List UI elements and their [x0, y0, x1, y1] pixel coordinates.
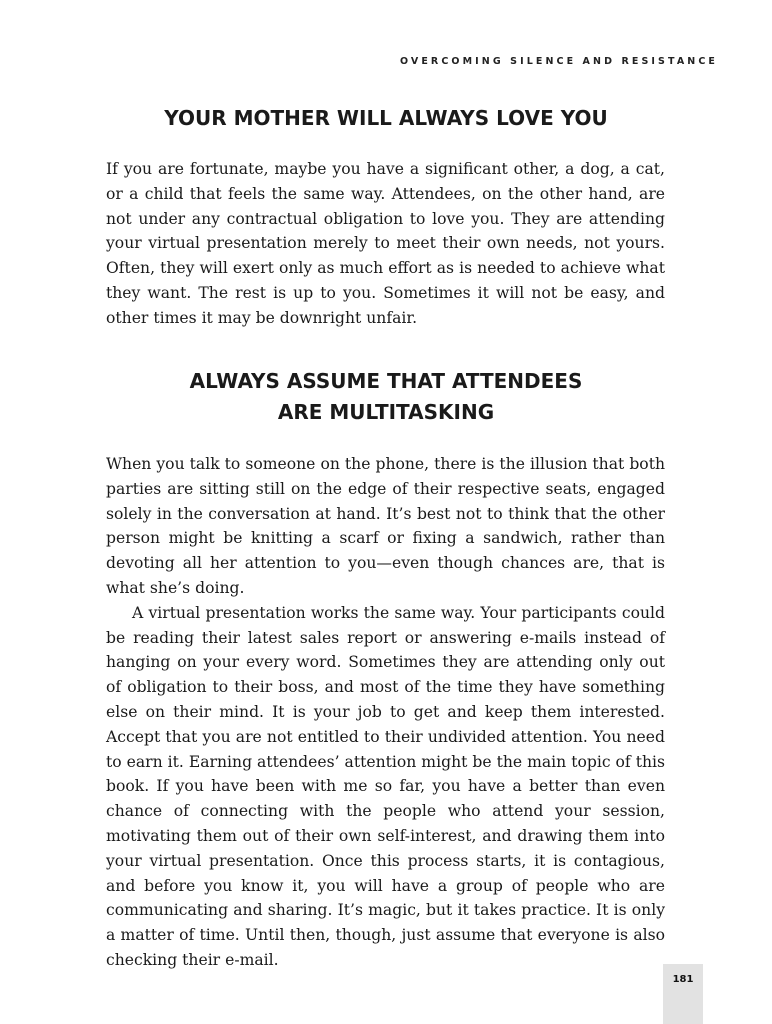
section-heading-line-2: ARE MULTITASKING [277, 400, 495, 424]
paragraph: If you are fortunate, maybe you have a significant other, a dog, a cat, or a child that feels the same way. Attendees, on the other hand, are not under any contractual obligation to love you. They are attending your virtual presentation merely to meet their own needs, not yours. Often, they will exert only as much effort as is needed to achieve what they want. The rest is up to you. Sometimes it will not be easy, and other times it may be downright unfair. [106, 160, 665, 327]
section-heading-text: YOUR MOTHER WILL ALWAYS LOVE YOU [164, 106, 608, 130]
section-heading-line-1: ALWAYS ASSUME THAT ATTENDEES [189, 369, 583, 393]
running-head: OVERCOMING SILENCE AND RESISTANCE [399, 56, 718, 67]
section-heading-multitasking [106, 366, 666, 428]
page-number-tab [663, 964, 703, 1024]
page-number: 181 [672, 974, 694, 985]
section-body-mother-love [106, 157, 665, 331]
paragraph: A virtual presentation works the same way. Your participants could be reading their latest sales report or answering e-mails instead of hanging on your every word. Sometimes they are attending only out of obligation to their boss, and most of the time they have something else on their mind. It is your job to get and keep them interested. Accept that you are not entitled to their undivided attention. You need to earn it. Earning attendees’ attention might be the main topic of this book. If you have been with me so far, you have a better than even chance of connecting with the people who attend your session, motivating them out of their own self-interest, and drawing them into your virtual presentation. Once this process starts, it is contagious, and before you know it, you will have a group of people who are communicating and sharing. It’s magic, but it takes practice. It is only a matter of time. Until then, though, just assume that everyone is also checking their e-mail. [106, 603, 665, 969]
paragraph: When you talk to someone on the phone, there is the illusion that both parties are sitting still on the edge of their respective seats, engaged solely in the conversation at hand. It’s best not to think that the other person might be knitting a scarf or fixing a sandwich, rather than devoting all her attention to you—even though chances are, that is what she’s doing. [106, 455, 665, 597]
section-heading-mother-love [106, 103, 666, 134]
section-body-multitasking [106, 452, 665, 973]
